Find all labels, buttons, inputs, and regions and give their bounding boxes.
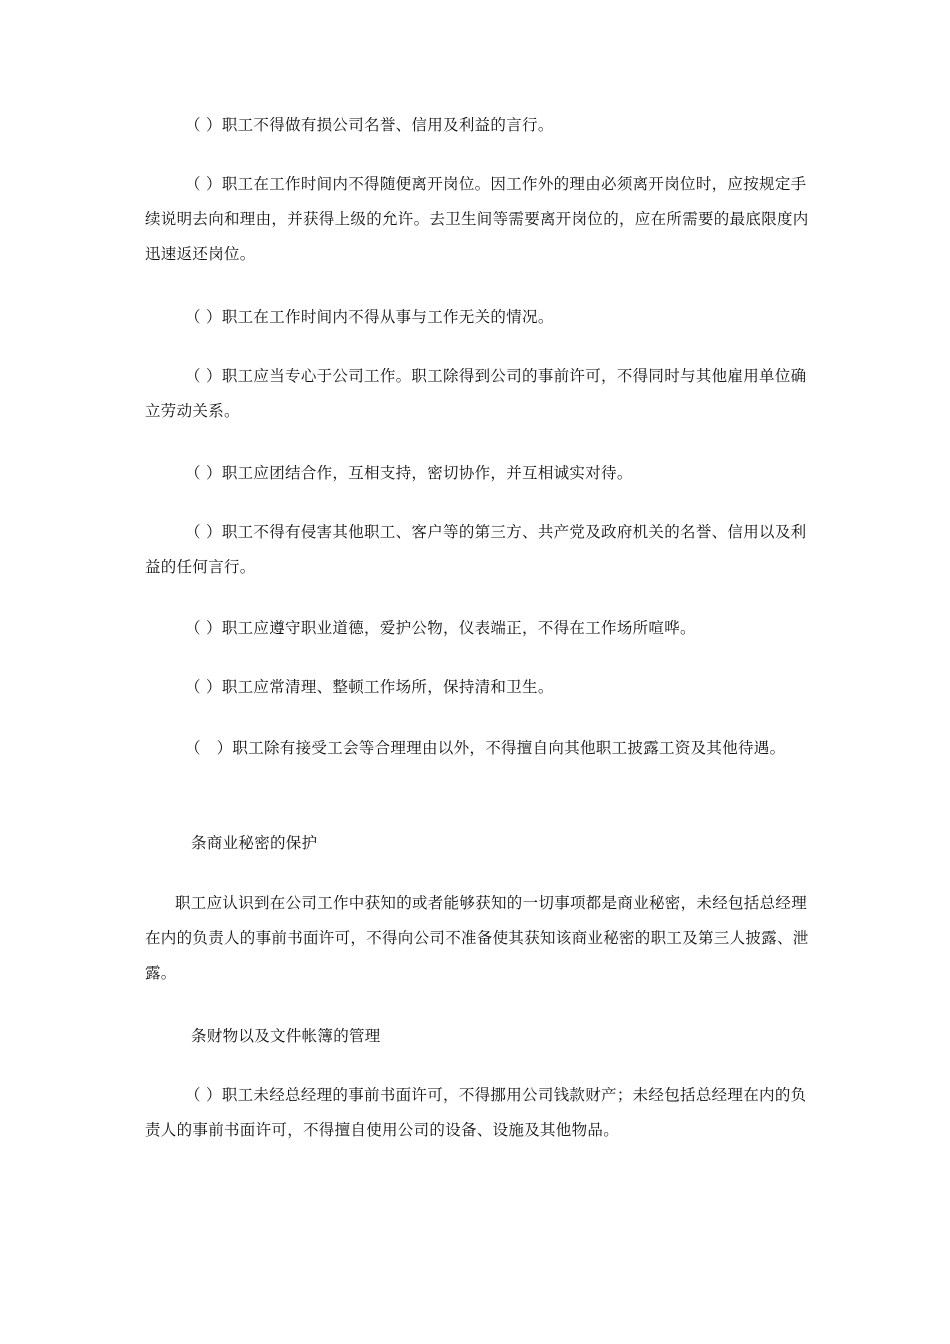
- rule-item-leaving-post: （ ）职工在工作时间内不得随便离开岗位。因工作外的理由必须离开岗位时，应按规定手续说明去向和理由，并获得上级的允许。去卫生间等需要离开岗位的，应在所需要的最底限度内迅速返还岗位。: [145, 175, 809, 263]
- rule-item-third-party-reputation: （ ）职工不得有侵害其他职工、客户等的第三方、共产党及政府机关的名誉、信用以及利益的任何言行。: [145, 523, 807, 576]
- rule-item-dedication: （ ）职工应当专心于公司工作。职工除得到公司的事前许可，不得同时与其他雇用单位确立劳动关系。: [145, 367, 807, 420]
- rule-item-teamwork: （ ）职工应团结合作，互相支持，密切协作，并互相诚实对待。: [185, 464, 633, 482]
- rule-item-property-use: （ ）职工未经总经理的事前书面许可，不得挪用公司钱款财产；未经包括总经理在内的负责人的事前书面许可，不得擅自使用公司的设备、设施及其他物品。: [145, 1086, 807, 1139]
- rule-item-company-reputation: （ ）职工不得做有损公司名誉、信用及利益的言行。: [185, 116, 554, 134]
- trade-secret-paragraph: 职工应认识到在公司工作中获知的或者能够获知的一切事项都是商业秘密，未经包括总经理在内的负责人的事前书面许可，不得向公司不准备使其获知该商业秘密的职工及第三人披露、泄露。: [145, 894, 809, 982]
- rule-item-salary-disclosure: （ ）职工除有接受工会等合理理由以外，不得擅自向其他职工披露工资及其他待遇。: [185, 739, 786, 757]
- rule-item-unrelated-work: （ ）职工在工作时间内不得从事与工作无关的情况。: [185, 308, 554, 326]
- rule-item-cleanliness: （ ）职工应常清理、整顿工作场所，保持清和卫生。: [185, 678, 554, 696]
- rule-item-ethics: （ ）职工应遵守职业道德，爱护公物，仪表端正，不得在工作场所喧哗。: [185, 619, 696, 637]
- section-heading-trade-secret: 条商业秘密的保护: [191, 834, 318, 852]
- section-heading-property: 条财物以及文件帐簿的管理: [191, 1027, 381, 1045]
